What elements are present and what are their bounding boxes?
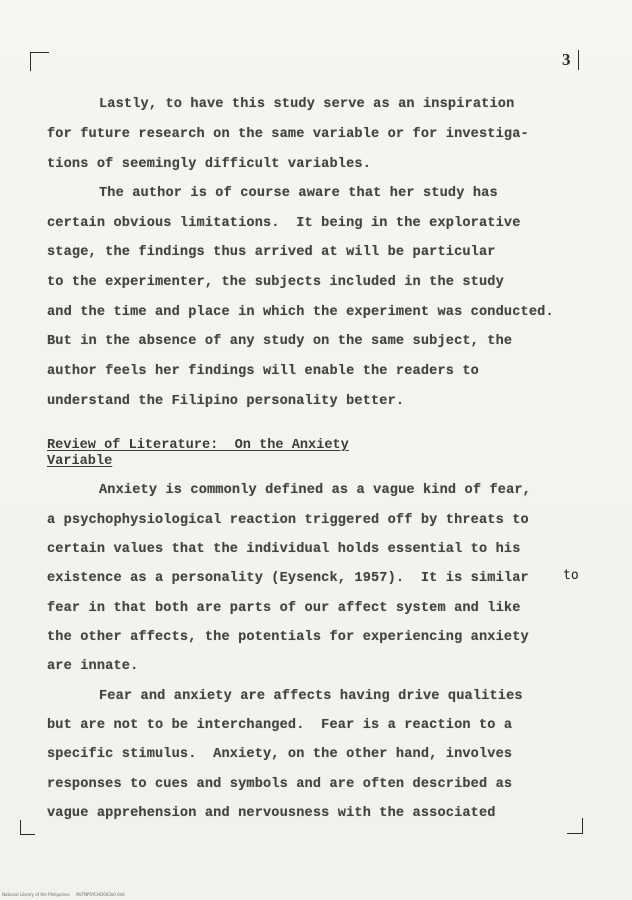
paragraph-2-line-5: and the time and place in which the experiment was conducted. [47,305,554,320]
paragraph-1-line-3: tions of seemingly difficult variables. [47,157,371,172]
scan-footer: National Library of the Philippines MsTNPSYCHO003a0 0n6 [2,892,125,897]
paragraph-2-line-8: understand the Filipino personality better. [47,394,405,409]
paragraph-2-line-6: But in the absence of any study on the same subject, the [47,334,513,349]
paragraph-2-line-7: author feels her findings will enable the readers to [47,364,479,379]
section-heading-line-2: Variable [47,454,113,469]
paragraph-4-line-3: specific stimulus. Anxiety, on the other hand, involves [47,747,513,762]
paragraph-4-line-1: Fear and anxiety are affects having drive qualities [99,689,523,704]
paragraph-3-line-5: fear in that both are parts of our affect system and like [47,601,521,616]
paragraph-3-line-3: certain values that the individual holds essential to his [47,542,521,557]
paragraph-2-line-4: to the experimenter, the subjects included in the study [47,275,504,290]
section-heading-line-1: Review of Literature: On the Anxiety [47,438,349,453]
paragraph-2-line-1: The author is of course aware that her study has [99,186,498,201]
inserted-word: to [563,568,579,583]
paragraph-2-line-2: certain obvious limitations. It being in the explorative [47,216,521,231]
crop-mark-bottom-left [20,820,35,835]
page-number: 3 [562,50,571,69]
paragraph-3-line-1: Anxiety is commonly defined as a vague kind of fear, [99,483,531,498]
paragraph-3-line-2: a psychophysiological reaction triggered off by threats to [47,513,529,528]
crop-mark-top-right [578,50,579,70]
crop-mark-top-left [30,52,49,71]
paragraph-3-line-6: the other affects, the potentials for experiencing anxiety [47,630,529,645]
paragraph-4-line-2: but are not to be interchanged. Fear is a reaction to a [47,718,513,733]
paragraph-1-line-1: Lastly, to have this study serve as an inspiration [99,97,515,112]
paragraph-3-line-7: are innate. [47,659,139,674]
paragraph-3-line-4: existence as a personality (Eysenck, 1957). It is similar [47,571,529,586]
paragraph-4-line-4: responses to cues and symbols and are often described as [47,777,513,792]
crop-mark-bottom-right [567,818,583,834]
paragraph-4-line-5: vague apprehension and nervousness with the associated [47,806,496,821]
paragraph-2-line-3: stage, the findings thus arrived at will be particular [47,245,496,260]
paragraph-1-line-2: for future research on the same variable or for investiga- [47,127,529,142]
